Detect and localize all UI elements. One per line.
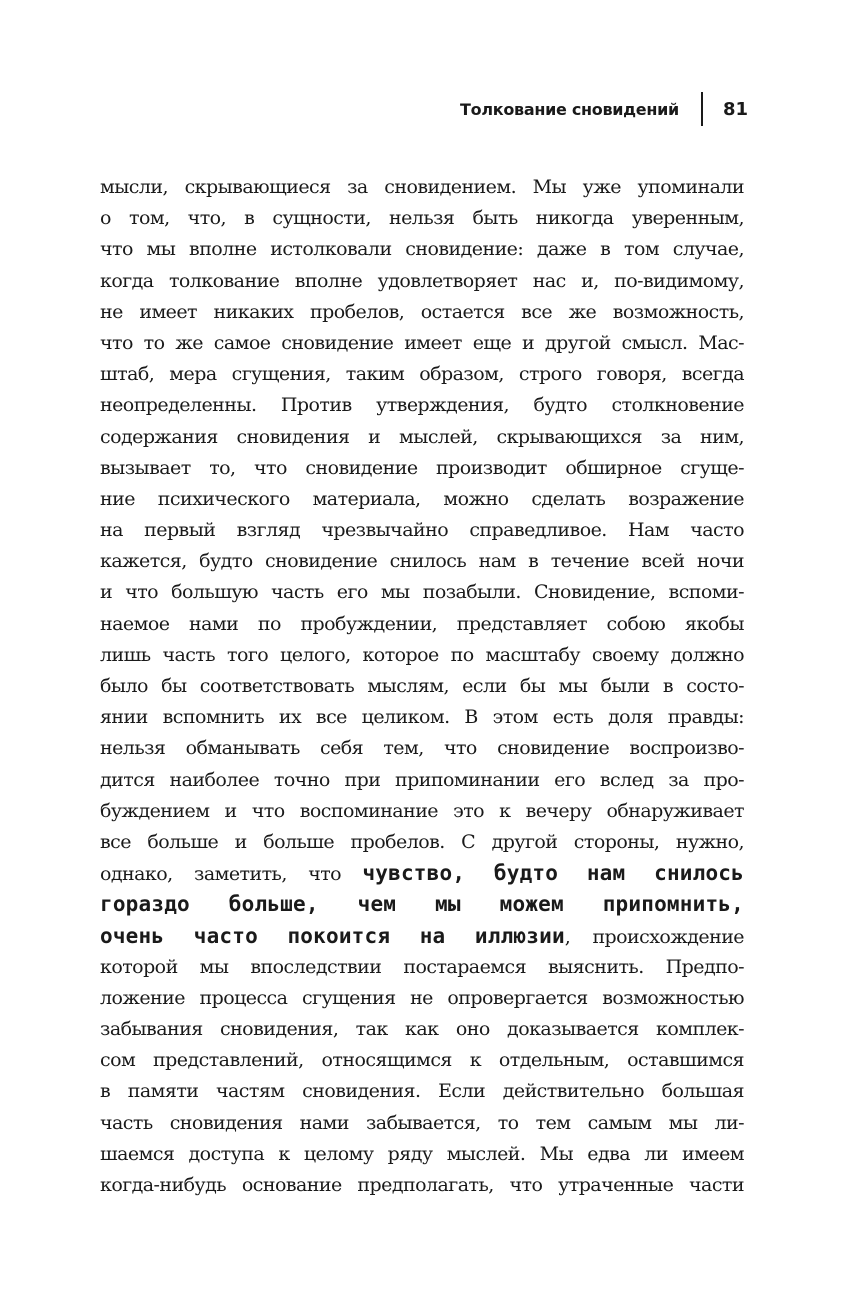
text-line: когда толкование вполне удовлетворяет нас и, по-видимому, xyxy=(100,269,744,292)
text-line: которой мы впоследствии постараемся выяснить. Предпо- xyxy=(100,955,744,978)
text-line: ние психического материала, можно сделать возражение xyxy=(100,487,744,510)
text-line-emphasis-end xyxy=(100,921,744,952)
text-line: шаемся доступа к целому ряду мыслей. Мы едва ли имеем xyxy=(100,1142,744,1165)
text-line: наемое нами по пробуждении, представляет собою якобы xyxy=(100,612,744,635)
text-line: и что большую часть его мы позабыли. Сновидение, вспоми- xyxy=(100,581,744,604)
body-text xyxy=(100,172,744,1201)
text-line: кажется, будто сновидение снилось нам в течение всей ночи xyxy=(100,550,744,573)
text-line: на первый взгляд чрезвычайно справедливое. Нам часто xyxy=(100,519,744,542)
text-line: все больше и больше пробелов. С другой стороны, нужно, xyxy=(100,830,744,853)
text-line: дится наиболее точно при припоминании его вслед за про- xyxy=(100,768,744,791)
emphasis-text: гораздо больше, чем мы можем припомнить, xyxy=(100,892,744,917)
text-line: нельзя обманывать себя тем, что сновидение воспроизво- xyxy=(100,737,744,760)
text-line: забывания сновидения, так как оно доказывается комплек- xyxy=(100,1018,744,1041)
text-line: когда-нибудь основание предполагать, что утраченные части xyxy=(100,1174,744,1196)
text-line: не имеет никаких пробелов, остается все же возможность, xyxy=(100,300,744,323)
text-line: что то же самое сновидение имеет еще и другой смысл. Мас- xyxy=(100,331,744,354)
text-line: вызывает то, что сновидение производит обширное сгуще- xyxy=(100,456,744,479)
text-line: мысли, скрывающиеся за сновидением. Мы уже упоминали xyxy=(100,176,744,198)
text-line: лишь часть того целого, которое по масштабу своему должно xyxy=(100,643,744,666)
text-line: часть сновидения нами забывается, то тем самым мы ли- xyxy=(100,1111,744,1134)
text-line: было бы соответствовать мыслям, если бы мы были в состо- xyxy=(100,675,744,697)
header-divider xyxy=(701,92,703,126)
running-title: Толкование сновидений xyxy=(460,99,679,119)
plain-text: однако, заметить, что xyxy=(100,863,363,886)
running-head xyxy=(460,92,748,126)
text-line: неопределенны. Против утверждения, будто столкновение xyxy=(100,394,744,417)
text-line: янии вспомнить их все целиком. В этом есть доля правды: xyxy=(100,706,744,729)
text-line: в памяти частям сновидения. Если действительно большая xyxy=(100,1080,744,1103)
text-line-emphasis xyxy=(100,889,744,920)
text-line: буждением и что воспоминание это к вечеру обнаруживает xyxy=(100,799,744,822)
text-line: сом представлений, относящимся к отдельным, оставшимся xyxy=(100,1049,744,1072)
emphasis-text: чувство, будто нам снилось xyxy=(362,861,744,886)
text-line: ложение процесса сгущения не опровергается возможностью xyxy=(100,986,744,1009)
text-line: содержания сновидения и мыслей, скрывающихся за ним, xyxy=(100,425,744,448)
page-number: 81 xyxy=(722,98,748,120)
text-line: что мы вполне истолковали сновидение: даже в том случае, xyxy=(100,238,744,261)
text-line-emphasis-start xyxy=(100,858,744,889)
emphasis-text: очень часто покоится на иллюзии xyxy=(100,923,565,948)
text-line: о том, что, в сущности, нельзя быть никогда уверенным, xyxy=(100,207,744,230)
plain-text: , происхождение xyxy=(564,925,745,948)
text-line: штаб, мера сгущения, таким образом, строго говоря, всегда xyxy=(100,363,744,386)
